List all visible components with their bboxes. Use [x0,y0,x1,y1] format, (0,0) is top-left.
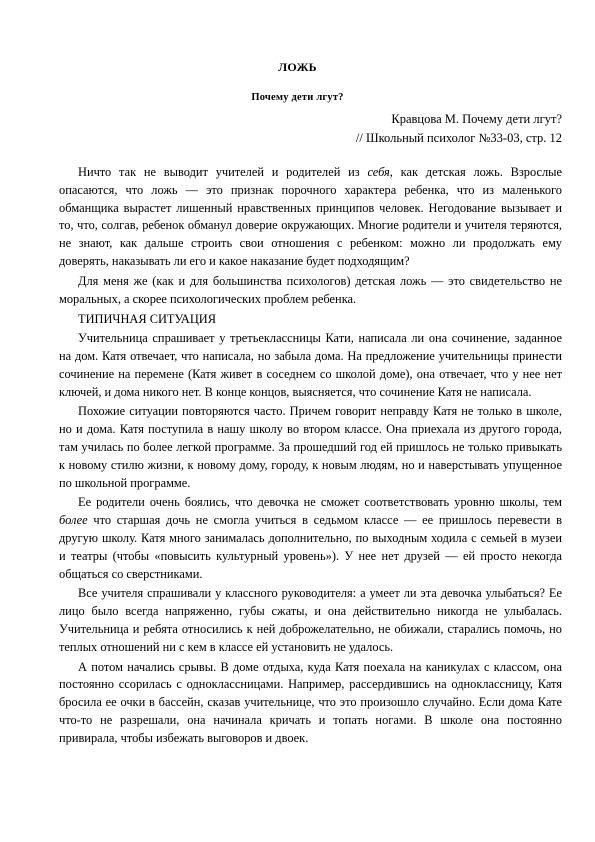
article-body [59,164,562,750]
emphasis-word: себя [367,165,390,179]
section-heading: ТИПИЧНАЯ СИТУАЦИЯ [78,312,217,327]
source-reference [356,110,562,148]
paragraph-intro: Ничто так не выводит учителей и родителей из себя, как детская ложь. Взрослые опасаются, что ложь — это признак порочного характера ребенка, что из маленького обманщика вырастет лишенный нравственных принципов человек. Негодование вызывает и то, что, солгав, ребенок обманул доверие окружающих. Многие родители и учителя теряются, не знают, как дальше строить свои отношения с ребенком: можно ли продолжать ему доверять, наказывать ли его и какое наказание будет подходящим? [59,165,562,268]
document-subtitle: Почему дети лгут? [251,92,344,103]
paragraph-situation: Учительница спрашивает у третьеклассницы Кати, написала ли она сочинение, заданное на дом. Катя отвечает, что написала, но забыла дома. На предложение учительницы принести сочинение на перемене (Катя живет в соседнем со школой доме), она отвечает, что у нее нет ключей, и дома никого нет. В конце концов, выясняется, что сочинение Катя не написала. [59,331,562,399]
source-line-author: Кравцова М. Почему дети лгут? [391,112,562,126]
paragraph-thesis: Для меня же (как и для большинства психологов) детская ложь — это свидетельство не моральных, а скорее психологических проблем ребенка. [59,273,562,306]
paragraph-teachers: Все учителя спрашивали у классного руководителя: а умеет ли эта девочка улыбаться? Ее лицо было всегда напряженно, губы сжаты, и она действительно никогда не улыбалась. Учительница и ребята относились к ней доброжелательно, не обижали, старались помочь, но теплых отношений ни с кем в классе ей установить не удалось. [59,586,562,654]
paragraph-parents: Ее родители очень боялись, что девочка не сможет соответствовать уровню школы, тем более что старшая дочь не смогла учиться в седьмом классе — ее пришлось перевести в другую школу. Катя много занималась дополнительно, по выходным ходила с семьей в музеи и театры (чтобы «повысить культурный уровень»). У нее нет друзей — ей просто некогда общаться со сверстниками. [59,495,562,581]
document-title: ЛОЖЬ [278,60,317,74]
paragraph-background: Похожие ситуации повторяются часто. Причем говорит неправду Катя не только в школе, но и дома. Катя поступила в нашу школу во втором классе. Она приехала из другого города, там училась по более легкой программе. За прошедший год ей пришлось не только привыкать к новому стилю жизни, к новому дому, городу, к новым людям, но и наверстывать упущенное по школьной программе. [59,404,562,490]
source-line-journal: // Школьный психолог №33-03, стр. 12 [355,131,562,145]
emphasis-word: более [59,513,88,528]
paragraph-breakdowns: А потом начались срывы. В доме отдыха, куда Катя поехала на каникулах с классом, она постоянно ссорилась с одноклассницами. Например, рассердившись на одноклассницу, Катя бросила ее очки в бассейн, сказав учительнице, что это произошло случайно. Если дома Кате что-то не разрешали, она начинала кричать и топать ногами. В школе она постоянно привирала, чтобы избежать выговоров и двоек. [59,659,562,745]
